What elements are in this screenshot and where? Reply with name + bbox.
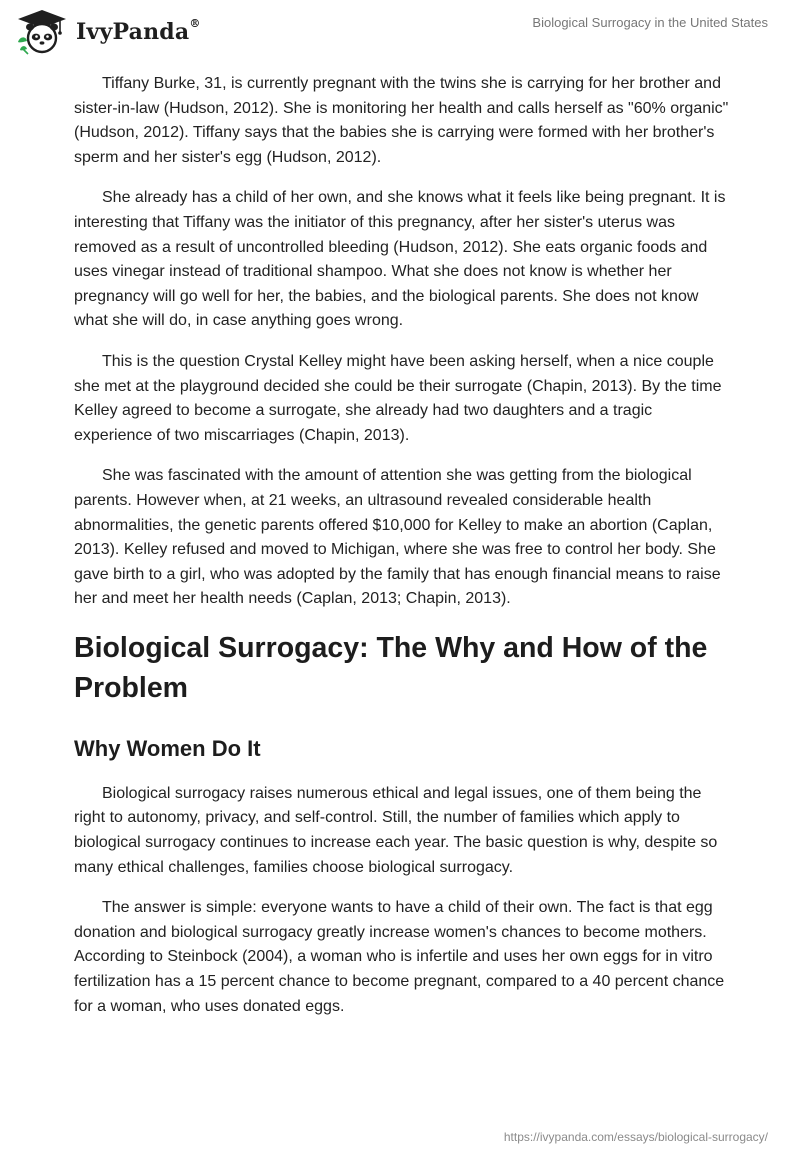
panda-graduate-logo-icon xyxy=(14,8,70,56)
brand-name-text: IvyPanda xyxy=(76,19,190,45)
page-header xyxy=(0,0,800,64)
paragraph: She already has a child of her own, and she knows what it feels like being pregnant. It is interesting that Tiffany was the initiator of this pregnancy, after her sister's uterus was removed as a result of uncontrolled bleeding (Hudson, 2012). She eats organic foods and uses vinegar instead of traditional shampoo. What she does not know is whether her pregnancy will go well for her, the babies, and the biological parents. She does not know what she will do, in case anything goes wrong. xyxy=(74,189,726,330)
paragraph: She was fascinated with the amount of attention she was getting from the biological parents. However when, at 21 weeks, an ultrasound revealed considerable health abnormalities, the genetic parents offered $10,000 for Kelley to make an abortion (Caplan, 2013). Kelley refused and moved to Michigan, where she was free to control her body. She gave birth to a girl, who was adopted by the family that has enough financial means to raise her and meet her health needs (Caplan, 2013; Chapin, 2013). xyxy=(74,467,721,608)
source-url[interactable]: https://ivypanda.com/essays/biological-surrogacy/ xyxy=(503,1130,768,1144)
brand-name xyxy=(76,19,201,45)
registered-mark: ® xyxy=(189,17,201,30)
subsection-heading: Why Women Do It xyxy=(74,735,261,761)
paragraph: This is the question Crystal Kelley might have been asking herself, when a nice couple she met at the playground decided she could be their surrogate (Chapin, 2013). By the time Kelley agreed to become a surrogate, she already had two daughters and a tragic experience of two miscarriages (Chapin, 2013). xyxy=(74,352,722,444)
paragraph: Tiffany Burke, 31, is currently pregnant with the twins she is carrying for her brother and sister-in-law (Hudson, 2012). She is monitoring her health and calls herself as "60% organic" (Hudson, 2012). Tiffany says that the babies she is carrying were formed with her brother's sperm and her sister's egg (Hudson, 2012). xyxy=(74,75,729,166)
document-title: Biological Surrogacy in the United States xyxy=(532,15,768,30)
paragraph: Biological surrogacy raises numerous ethical and legal issues, one of them being the right to autonomy, privacy, and self-control. Still, the number of families which apply to biological surrogacy continues to increase each year. The basic question is why, despite so many ethical challenges, families choose biological surrogacy. xyxy=(74,784,718,876)
ivypanda-logo[interactable] xyxy=(14,8,201,56)
section-heading: Biological Surrogacy: The Why and How of the Problem xyxy=(74,631,708,704)
paragraph: The answer is simple: everyone wants to have a child of their own. The fact is that egg donation and biological surrogacy greatly increase women's chances to become mothers. According to Steinbock (2004), a woman who is infertile and uses her own eggs for in vitro fertilization has a 15 percent chance to become pregnant, compared to a 40 percent chance for a woman, who uses donated eggs. xyxy=(74,899,725,1015)
article-body xyxy=(74,72,734,1035)
